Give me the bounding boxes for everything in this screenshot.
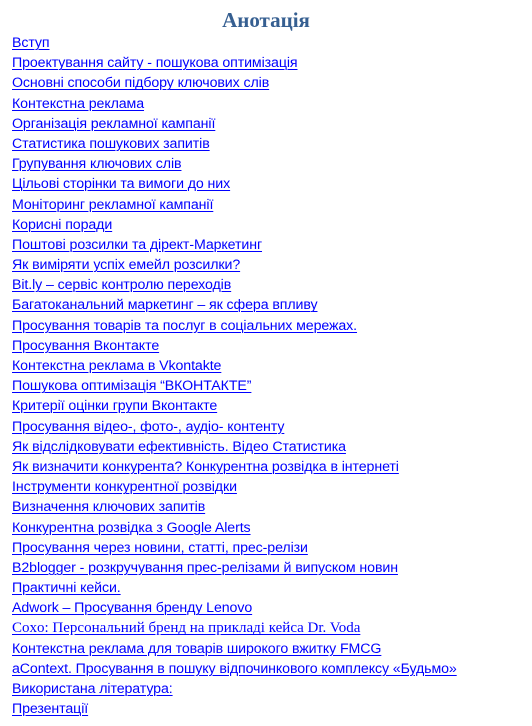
toc-item <box>12 134 532 154</box>
toc-link[interactable]: Як визначити конкурента? Конкурентна розвідка в інтернеті <box>12 458 399 475</box>
toc-item <box>12 235 532 255</box>
toc-item <box>12 437 532 457</box>
toc-link[interactable]: Adwork – Просування бренду Lenovo <box>12 600 253 617</box>
toc-item <box>12 417 532 437</box>
toc-link[interactable]: Просування товарів та послуг в соціальних мережах. <box>12 317 358 334</box>
toc-item <box>12 497 532 517</box>
toc-item <box>12 538 532 558</box>
toc-link[interactable]: Презентації <box>12 701 89 718</box>
toc-item <box>12 618 532 638</box>
toc-item <box>12 356 532 376</box>
toc-item <box>12 255 532 275</box>
toc-link[interactable]: Просування Вконтакте <box>12 337 160 354</box>
toc-item <box>12 578 532 598</box>
toc-link[interactable]: Контекстна реклама в Vkontakte <box>12 358 222 374</box>
toc-item <box>12 295 532 315</box>
toc-item <box>12 195 532 215</box>
toc-item <box>12 275 532 295</box>
toc-link[interactable]: Coxo: Персональний бренд на прикладі кейса Dr. Voda <box>12 620 361 637</box>
toc-link[interactable]: aContext. Просування в пошуку відпочинкового комплексу «Будьмо» <box>12 660 457 677</box>
toc-link[interactable]: Організація рекламної кампанії <box>12 115 216 132</box>
toc-item <box>12 94 532 114</box>
toc-link[interactable]: Цільові сторінки та вимоги до них <box>12 176 231 193</box>
toc-link[interactable]: Вступ <box>12 35 50 51</box>
table-of-contents <box>12 33 532 719</box>
toc-link[interactable]: Моніторинг рекламної кампанії <box>12 196 214 213</box>
toc-item <box>12 154 532 174</box>
toc-item <box>12 114 532 134</box>
toc-item <box>12 558 532 578</box>
toc-item <box>12 659 532 679</box>
toc-item <box>12 457 532 477</box>
toc-link[interactable]: Основні способи підбору ключових слів <box>12 75 270 92</box>
toc-link[interactable]: Пошукова оптимізація “ВКОНТАКТЕ” <box>12 378 252 395</box>
toc-link[interactable]: Як відслідковувати ефективність. Відео Статистика <box>12 438 346 455</box>
toc-item <box>12 396 532 416</box>
toc-link[interactable]: Конкурентна розвідка з Google Alerts <box>12 519 251 536</box>
toc-item <box>12 518 532 538</box>
toc-item <box>12 679 532 699</box>
toc-item <box>12 699 532 719</box>
toc-item <box>12 33 532 53</box>
toc-link[interactable]: Використана література: <box>12 681 173 697</box>
toc-item <box>12 477 532 497</box>
toc-link[interactable]: Як виміряти успіх емейл розсилки? <box>12 257 241 274</box>
toc-item <box>12 215 532 235</box>
toc-link[interactable]: Контекстна реклама <box>12 95 145 112</box>
toc-link[interactable]: Bit.ly – сервіс контролю переходів <box>12 277 232 294</box>
toc-link[interactable]: Просування через новини, статті, прес-релізи <box>12 539 308 556</box>
toc-item <box>12 174 532 194</box>
toc-link[interactable]: Статистика пошукових запитів <box>12 135 210 152</box>
toc-item <box>12 316 532 336</box>
toc-link[interactable]: Інструменти конкурентної розвідки <box>12 479 237 496</box>
toc-link[interactable]: Групування ключових слів <box>12 156 182 173</box>
toc-link[interactable]: Визначення ключових запитів <box>12 499 206 516</box>
toc-link[interactable]: Контекстна реклама для товарів широкого вжитку FMCG <box>12 640 382 657</box>
toc-item <box>12 598 532 618</box>
toc-link[interactable]: Корисні поради <box>12 216 113 233</box>
toc-link[interactable]: Багатоканальний маркетинг – як сфера впливу <box>12 297 318 314</box>
toc-item <box>12 639 532 659</box>
toc-item <box>12 53 532 73</box>
toc-item <box>12 336 532 356</box>
toc-link[interactable]: Практичні кейси. <box>12 580 121 597</box>
page-title: Анотація <box>222 8 310 32</box>
toc-link[interactable]: Просування відео-, фото-, аудіо- контенту <box>12 418 285 435</box>
toc-link[interactable]: B2blogger - розкручування прес-релізами й випуском новин <box>12 559 398 576</box>
toc-item <box>12 376 532 396</box>
toc-link[interactable]: Проектування сайту - пошукова оптимізація <box>12 55 298 72</box>
toc-link[interactable]: Поштові розсилки та дірект-Маркетинг <box>12 236 263 253</box>
toc-item <box>12 73 532 93</box>
toc-link[interactable]: Критерії оцінки групи Вконтакте <box>12 398 218 415</box>
